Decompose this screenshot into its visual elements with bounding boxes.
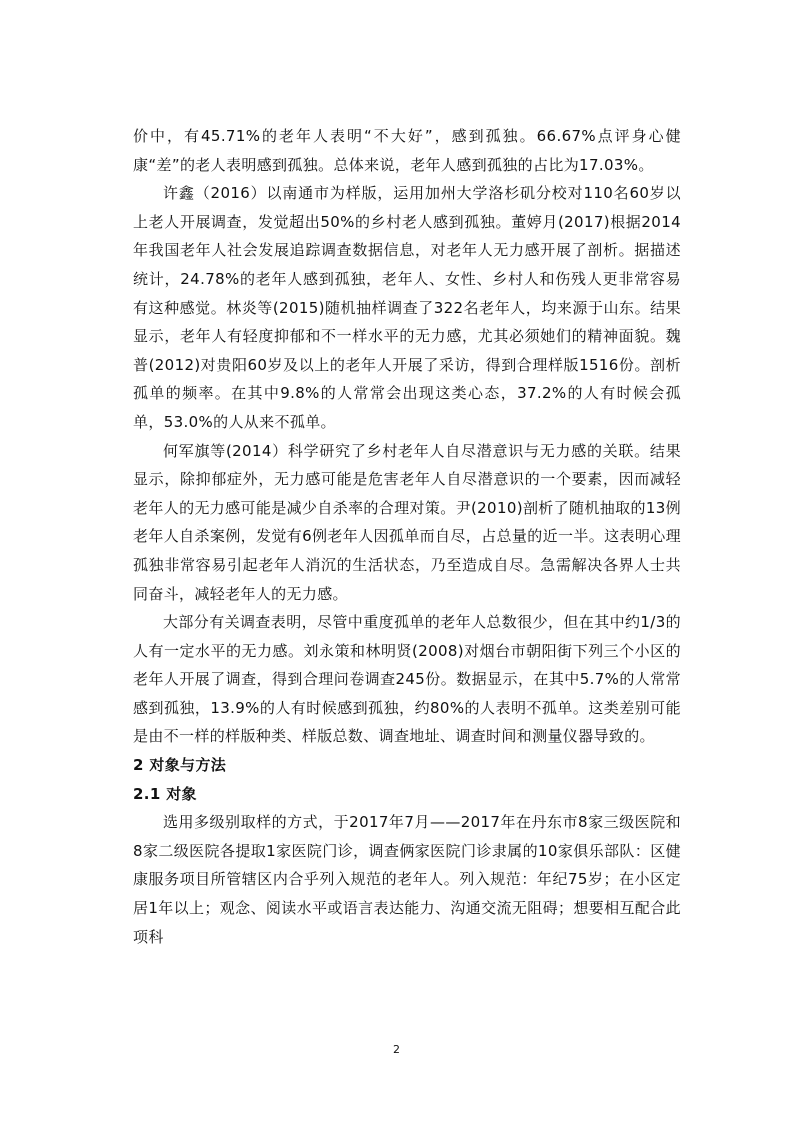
paragraph-subjects: 选用多级别取样的方式，于2017年7月——2017年在丹东市8家三级医院和8家二级医院各提取1家医院门诊，调查俩家医院门诊隶属的10家俱乐部队：区健康服务项目所管辖区内合乎列入规范的老年人。列入规范：年纪75岁；在小区定居1年以上；观念、阅读水平或语言表达能力、沟通交流无阻碍；想要相互配合此项科 [133,813,681,946]
subsection-heading: 2.1 对象 [133,784,197,803]
paragraph-he-junqi: 何军旗等(2014）科学研究了乡村老年人自尽潜意识与无力感的关联。结果显示，除抑郁症外，无力感可能是危害老年人自尽潜意识的一个要素，因而减轻老年人的无力感可能是减少自杀率的合理对策。尹(2010)剖析了随机抽取的13例老年人自杀案例，发觉有6例老年人因孤单而自尽，占总量的近一半。这表明心理孤独非常容易引起老年人消沉的生活状态，乃至造成自尽。急需解决各界人士共同奋斗，减轻老年人的无力感。 [133,441,681,603]
paragraph-xu-xin: 许鑫（2016）以南通市为样版，运用加州大学洛杉矶分校对110名60岁以上老人开展调查，发觉超出50%的乡村老人感到孤独。董婷月(2017)根据2014年我国老年人社会发展追踪调查数据信息，对老年人无力感开展了剖析。据描述统计，24.78%的老年人感到孤独，老年人、女性、乡村人和伤残人更非常容易有这种感觉。林炎等(2015)随机抽样调查了322名老年人，均来源于山东。结果显示，老年人有轻度抑郁和不一样水平的无力感，尤其必须她们的精神面貌。魏普(2012)对贵阳60岁及以上的老年人开展了采访，得到合理样版1516份。剖析孤单的频率。在其中9.8%的人常常会出现这类心态，37.2%的人有时候会孤单，53.0%的人从来不孤单。 [133,184,681,431]
page-number: 2 [393,1043,400,1056]
paragraph-continued: 价中，有45.71%的老年人表明“不大好”，感到孤独。66.67%点评身心健康“差”的老人表明感到孤独。总体来说，老年人感到孤独的占比为17.03%。 [133,127,681,174]
section-heading: 2 对象与方法 [133,756,227,775]
document-body [133,122,681,951]
paragraph-survey-summary: 大部分有关调查表明，尽管中重度孤单的老年人总数很少，但在其中约1/3的人有一定水平的无力感。刘永策和林明贤(2008)对烟台市朝阳街下列三个小区的老年人开展了调查，得到合理问卷调查245份。数据显示，在其中5.7%的人常常感到孤独，13.9%的人有时候感到孤独，约80%的人表明不孤单。这类差别可能是由不一样的样版种类、样版总数、调查地址、调查时间和测量仪器导致的。 [133,613,681,746]
